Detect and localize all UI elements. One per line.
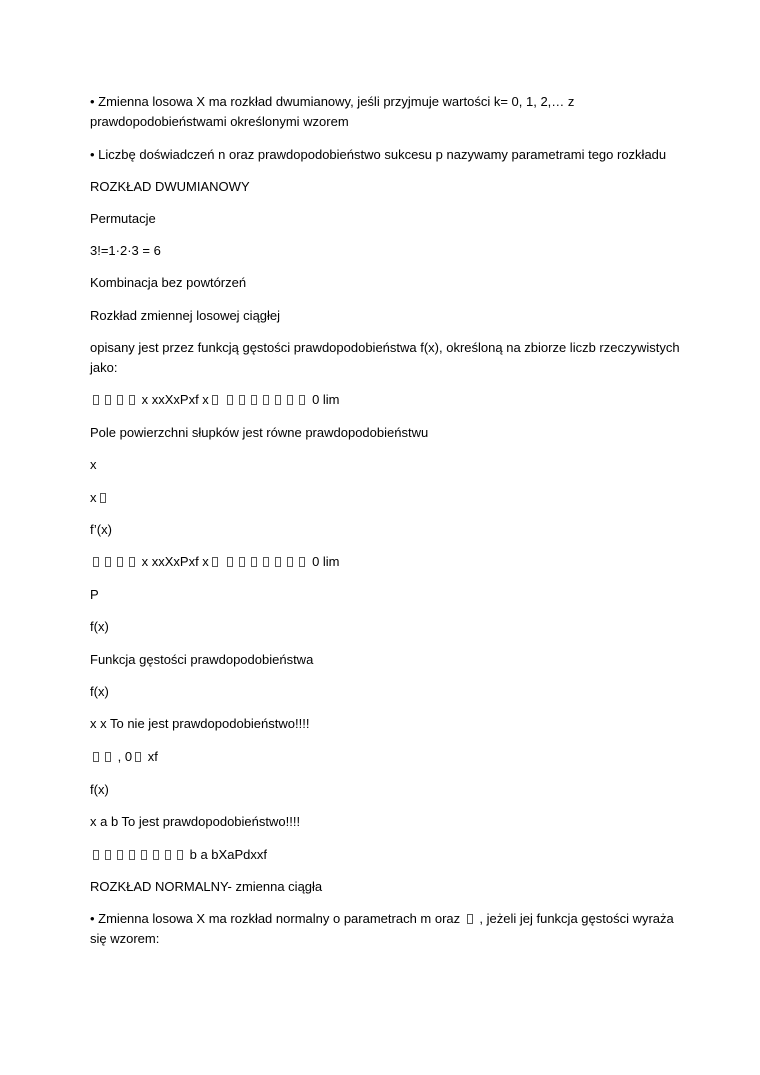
missing-glyph-icon (105, 557, 111, 567)
heading-binomial: ROZKŁAD DWUMIANOWY (90, 179, 250, 194)
missing-glyph-icon (239, 557, 245, 567)
missing-glyph-icon (105, 395, 111, 405)
text-p: P (90, 587, 99, 602)
missing-glyph-icon (93, 850, 99, 860)
missing-glyph-icon (105, 850, 111, 860)
text-continuous-distribution: Rozkład zmiennej losowej ciągłej (90, 308, 281, 323)
missing-glyph-icon (251, 557, 257, 567)
missing-glyph-icon (105, 752, 111, 762)
text-bar-area: Pole powierzchni słupków jest równe prawdopodobieństwu (90, 425, 429, 440)
missing-glyph-icon (275, 557, 281, 567)
missing-glyph-icon (141, 850, 147, 860)
missing-glyph-icon (165, 850, 171, 860)
formula-text: , 0 (117, 749, 133, 764)
formula-nonnegative (90, 747, 680, 767)
formula-text: 0 lim (312, 554, 340, 569)
missing-glyph-icon (467, 914, 473, 924)
formula-text: 0 lim (312, 392, 340, 407)
formula-text: b a bXaPdxxf (189, 847, 267, 862)
missing-glyph-icon (239, 395, 245, 405)
text-normal-definition (90, 909, 680, 949)
text-density-description: opisany jest przez funkcją gęstości prawdopodobieństwa f(x), określoną na zbiorze liczb rzeczywistych jako: (90, 340, 680, 375)
missing-glyph-icon (135, 752, 141, 762)
formula-text: • Zmienna losowa X ma rozkład normalny o parametrach m oraz (90, 911, 461, 926)
text-x: x (90, 457, 97, 472)
missing-glyph-icon (212, 557, 218, 567)
missing-glyph-icon (287, 395, 293, 405)
text-combinations: Kombinacja bez powtórzeń (90, 275, 247, 290)
formula-text: x xxXxPxf x (141, 554, 209, 569)
text-factorial-example: 3!=1·2·3 = 6 (90, 243, 161, 258)
missing-glyph-icon (93, 395, 99, 405)
missing-glyph-icon (117, 395, 123, 405)
text-fx-3: f(x) (90, 782, 109, 797)
text-fx-2: f(x) (90, 684, 109, 699)
formula-integral (90, 845, 680, 865)
missing-glyph-icon (129, 557, 135, 567)
text-permutations: Permutacje (90, 211, 156, 226)
formula-text: x (90, 490, 97, 505)
missing-glyph-icon (177, 850, 183, 860)
formula-density-limit-1 (90, 390, 680, 410)
missing-glyph-icon (299, 557, 305, 567)
text-binomial-definition: • Zmienna losowa X ma rozkład dwumianowy, jeśli przyjmuje wartości k= 0, 1, 2,… z prawdopodobieństwami określonymi wzorem (90, 94, 575, 129)
missing-glyph-icon (287, 557, 293, 567)
missing-glyph-icon (275, 395, 281, 405)
formula-text: , jeżeli jej funkcja gęstości wyraża się wzorem: (90, 911, 674, 946)
missing-glyph-icon (153, 850, 159, 860)
missing-glyph-icon (100, 493, 106, 503)
text-not-probability: x x To nie jest prawdopodobieństwo!!!! (90, 716, 310, 731)
missing-glyph-icon (117, 850, 123, 860)
missing-glyph-icon (227, 395, 233, 405)
missing-glyph-icon (263, 395, 269, 405)
formula-density-limit-2 (90, 552, 680, 572)
text-fx-1: f(x) (90, 619, 109, 634)
missing-glyph-icon (93, 752, 99, 762)
text-f-prime: f’(x) (90, 522, 112, 537)
missing-glyph-icon (299, 395, 305, 405)
text-density-function: Funkcja gęstości prawdopodobieństwa (90, 652, 314, 667)
missing-glyph-icon (117, 557, 123, 567)
missing-glyph-icon (129, 395, 135, 405)
heading-normal: ROZKŁAD NORMALNY- zmienna ciągła (90, 879, 323, 894)
missing-glyph-icon (227, 557, 233, 567)
missing-glyph-icon (212, 395, 218, 405)
missing-glyph-icon (93, 557, 99, 567)
missing-glyph-icon (251, 395, 257, 405)
text-is-probability: x a b To jest prawdopodobieństwo!!!! (90, 814, 301, 829)
missing-glyph-icon (129, 850, 135, 860)
missing-glyph-icon (263, 557, 269, 567)
formula-text: x xxXxPxf x (141, 392, 209, 407)
formula-text: xf (147, 749, 158, 764)
text-x-delta (90, 488, 680, 508)
text-binomial-parameters: • Liczbę doświadczeń n oraz prawdopodobieństwo sukcesu p nazywamy parametrami tego rozkładu (90, 147, 667, 162)
